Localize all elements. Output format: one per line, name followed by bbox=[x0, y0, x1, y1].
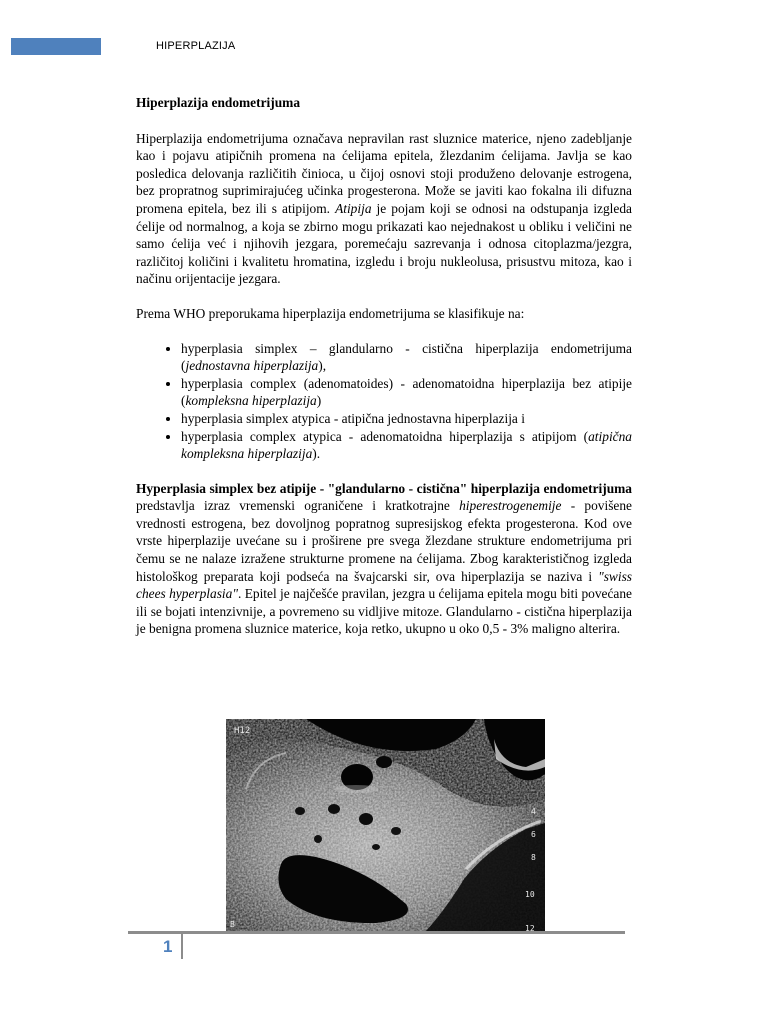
list-item-after: ) bbox=[316, 393, 322, 409]
simplex-text-1: predstavlja izraz vremenski ograničene i kratkotrajne bbox=[136, 498, 460, 514]
list-item bbox=[181, 428, 632, 463]
list-item-text: hyperplasia simplex – glandularno - cistična hiperplazija endometrijuma ( bbox=[181, 340, 632, 374]
scale-mark: 4 bbox=[531, 807, 536, 816]
ultrasound-corner-label: B bbox=[230, 920, 235, 929]
header-accent-bar bbox=[11, 38, 101, 55]
footer-divider bbox=[181, 934, 183, 959]
list-item bbox=[181, 375, 632, 410]
ultrasound-top-label: H12 bbox=[234, 726, 251, 736]
list-item-italic: jednostavna hiperplazija bbox=[185, 358, 319, 374]
list-item-italic: atipična kompleksna hiperplazija bbox=[181, 428, 632, 462]
list-item bbox=[181, 410, 632, 428]
simplex-text-3: . Epitel je najčešće pravilan, jezgra u ćelijama epitela mogu biti povećane ili se bojati intenzivnije, a povremeno su vidljive mitoze. Glandularno - cistična hiperplazija je benigna promena sluznice materice, koja retko, ukupno u oko 0,5 - 3% maligno alterira. bbox=[136, 586, 632, 637]
list-item bbox=[181, 340, 632, 375]
page-number: 1 bbox=[163, 937, 173, 956]
scale-mark: 8 bbox=[531, 853, 536, 862]
scale-mark: 12 bbox=[525, 924, 535, 931]
scale-mark: 10 bbox=[525, 890, 535, 899]
classification-list bbox=[136, 340, 632, 463]
list-item-text: hyperplasia simplex atypica - atipična jednostavna hiperplazija i bbox=[181, 410, 525, 426]
simplex-italic-2: "swiss chees hyperplasia" bbox=[136, 568, 632, 602]
simplex-text-2: - povišene vrednosti estrogena, bez dovoljnog popratnog supresijskog efekta progesterona. Kod ove vrste hiperplazije uvećane su i proširene pre svega žlezdane strukture endometrijuma pri čemu se ne nalaze izražene strukturne promene na ćelijama. Zbog karakterističnog izgleda histološkog preparata koji podseća na švajcarski sir, ova hiperplazija se naziva i bbox=[136, 498, 632, 584]
simplex-bold-lead: Hyperplasia simplex bez atipije - "glandularno - cistična" hiperplazija endometrijuma bbox=[136, 480, 632, 496]
header-title: HIPERPLAZIJA bbox=[156, 40, 236, 52]
list-item-italic: kompleksna hiperplazija bbox=[185, 393, 317, 409]
document-body bbox=[136, 94, 632, 655]
document-title: Hiperplazija endometrijuma bbox=[136, 95, 301, 110]
scale-mark: 6 bbox=[531, 830, 536, 839]
intro-paragraph bbox=[136, 130, 632, 288]
intro-italic-term: Atipija bbox=[335, 200, 372, 216]
intro-text-2: je pojam koji se odnosi na odstupanja izgleda ćelije od normalnog, a koja se zbirno mogu prikazati kao nejednakost u obliku i veličini ne samo ćelija već i njihovih jezgara, poremećaju sazrevanja i odnosa citoplazma/jezgra, različitoj količini i kvalitetu hromatina, izgledu i broju nukleolusa, prisustvu mitoza, kao i načinu orijentacije jezgara. bbox=[136, 200, 632, 287]
intro-text-1: Hiperplazija endometrijuma označava nepravilan rast sluznice materice, njeno zadebljanje kao i pojavu atipičnih promena na ćelijama epitela, žlezdanim ćelijama. Javlja se kao posledica delovanja različitih činioca, u čijoj osnovi stoji produženo delovanje estrogena, bez propratnog suprimirajućeg učinka progesterona. Može se javiti kao fokalna ili difuzna promena epitela, bez ili s atipijom. bbox=[136, 130, 632, 216]
simplex-paragraph bbox=[136, 480, 632, 638]
list-item-text: hyperplasia complex (adenomatoides) - adenomatoidna hiperplazija bez atipije ( bbox=[181, 375, 632, 409]
list-item-after: ), bbox=[318, 358, 327, 374]
list-item-text: hyperplasia complex atypica - adenomatoidna hiperplazija s atipijom ( bbox=[181, 428, 589, 444]
list-item-after: ). bbox=[312, 446, 321, 462]
who-intro-paragraph: Prema WHO preporukama hiperplazija endometrijuma se klasifikuje na: bbox=[136, 305, 525, 321]
ultrasound-image bbox=[226, 719, 545, 931]
simplex-italic-1: hiperestrogenemije bbox=[459, 498, 562, 514]
footer-rule bbox=[128, 931, 625, 934]
